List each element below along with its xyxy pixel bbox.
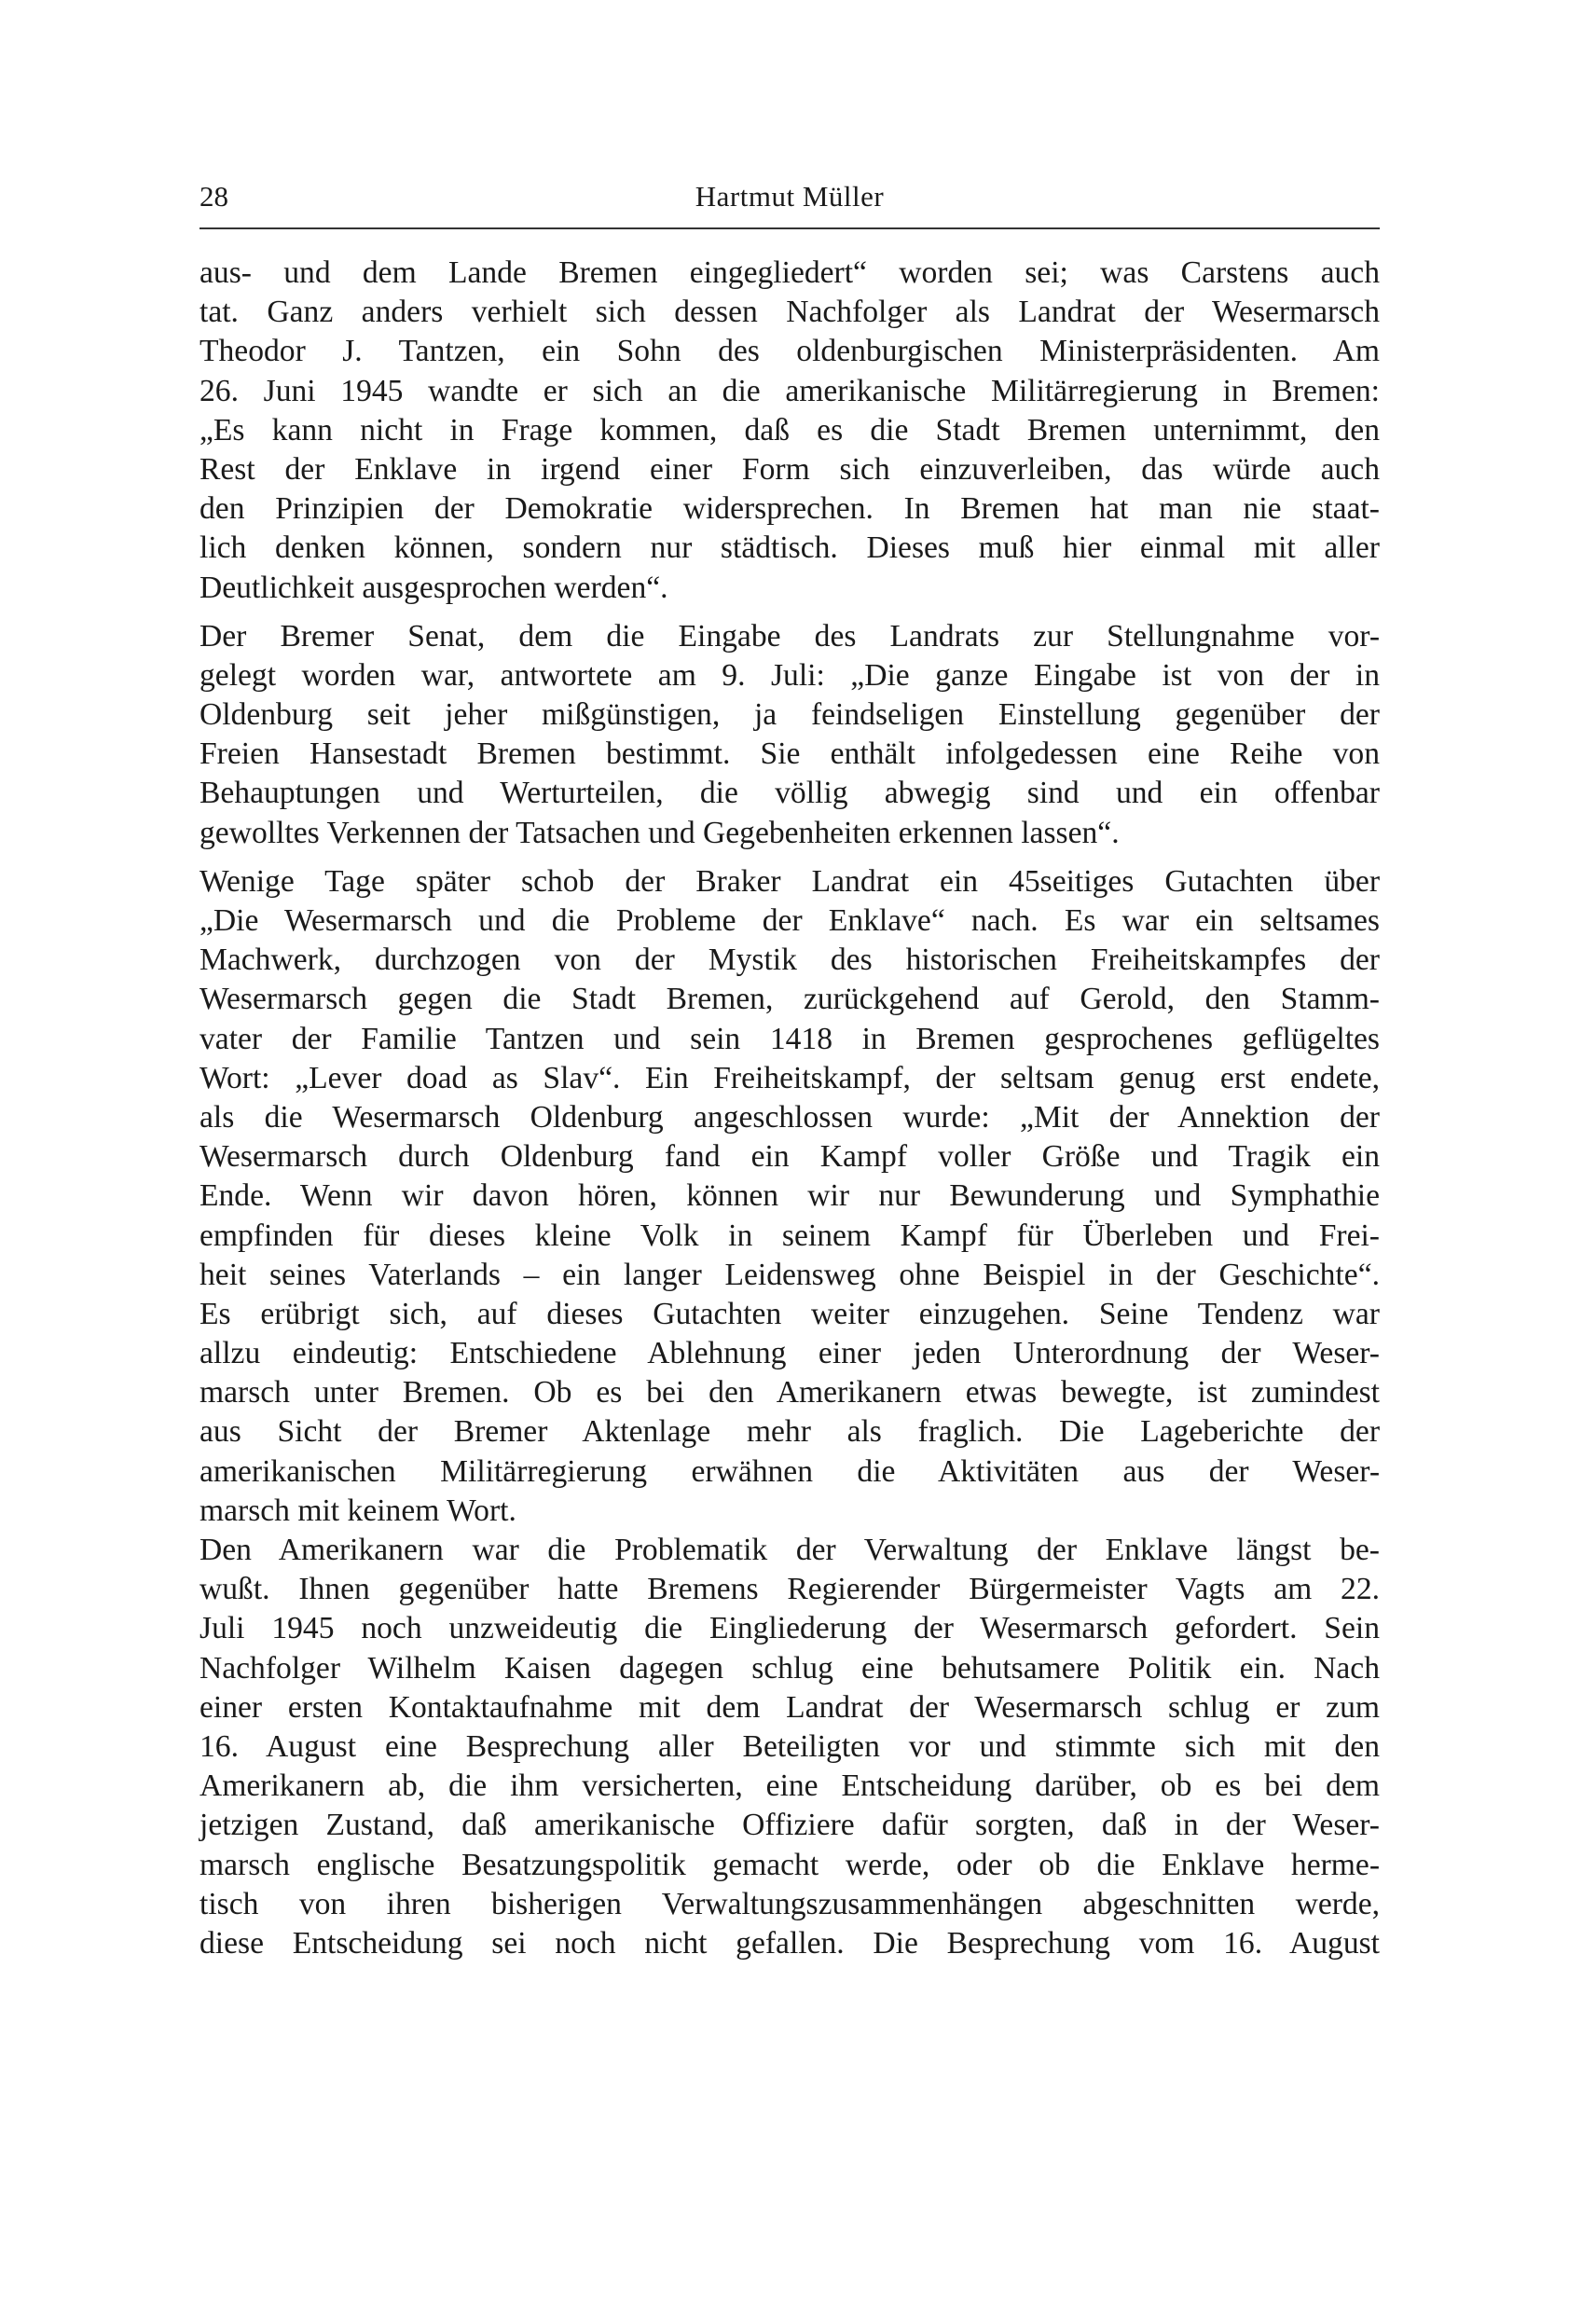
- text-line: Behauptungen und Werturteilen, die völlig abwegig sind und ein offenbar: [200, 776, 1380, 811]
- text-line: wußt. Ihnen gegenüber hatte Bremens Regierender Bürgermeister Vagts am 22.: [200, 1572, 1380, 1607]
- body-text: [200, 254, 1380, 1963]
- running-head: [200, 173, 1380, 220]
- text-line: Wort: „Lever doad as Slav“. Ein Freiheitskampf, der seltsam genug erst endete,: [200, 1060, 1380, 1095]
- text-line: Machwerk, durchzogen von der Mystik des historischen Freiheitskampfes der: [200, 943, 1380, 978]
- paragraph-4: [200, 1531, 1380, 1963]
- text-line: heit seines Vaterlands – ein langer Leidensweg ohne Beispiel in der Geschichte“.: [200, 1257, 1380, 1292]
- text-line: gelegt worden war, antwortete am 9. Juli: „Die ganze Eingabe ist von der in: [200, 657, 1380, 693]
- text-line: Wesermarsch gegen die Stadt Bremen, zurückgehend auf Gerold, den Stamm-: [200, 982, 1380, 1017]
- text-line: aus Sicht der Bremer Aktenlage mehr als fraglich. Die Lageberichte der: [200, 1414, 1380, 1450]
- text-line: diese Entscheidung sei noch nicht gefallen. Die Besprechung vom 16. August: [200, 1925, 1380, 1961]
- text-line: 26. Juni 1945 wandte er sich an die amerikanische Militärregierung in Bremen:: [200, 373, 1380, 408]
- text-line: tat. Ganz anders verhielt sich dessen Nachfolger als Landrat der Wesermarsch: [200, 295, 1380, 330]
- text-line: lich denken können, sondern nur städtisch. Dieses muß hier einmal mit aller: [200, 530, 1380, 566]
- running-title: Hartmut Müller: [695, 180, 885, 213]
- text-line: jetzigen Zustand, daß amerikanische Offiziere dafür sorgten, daß in der Weser-: [200, 1808, 1380, 1843]
- text-line: aus- und dem Lande Bremen eingegliedert“ worden sei; was Carstens auch: [200, 255, 1380, 290]
- paragraph-2: [200, 617, 1380, 853]
- text-line: amerikanischen Militärregierung erwähnen die Aktivitäten aus der Weser-: [200, 1453, 1380, 1489]
- page-number: 28: [200, 180, 228, 213]
- text-line: Es erübrigt sich, auf dieses Gutachten weiter einzugehen. Seine Tendenz war: [200, 1296, 1380, 1331]
- text-line: vater der Familie Tantzen und sein 1418 in Bremen gesprochenes geflügeltes: [200, 1021, 1380, 1056]
- text-line: marsch mit keinem Wort.: [200, 1493, 516, 1528]
- text-line: Wesermarsch durch Oldenburg fand ein Kampf voller Größe und Tragik ein: [200, 1139, 1380, 1175]
- text-line: empfinden für dieses kleine Volk in seinem Kampf für Überleben und Frei-: [200, 1218, 1380, 1253]
- text-line: Rest der Enklave in irgend einer Form sich einzuverleiben, das würde auch: [200, 451, 1380, 487]
- text-line: gewolltes Verkennen der Tatsachen und Gegebenheiten erkennen lassen“.: [200, 815, 1120, 850]
- text-line: „Es kann nicht in Frage kommen, daß es die Stadt Bremen unternimmt, den: [200, 412, 1380, 447]
- text-line: marsch unter Bremen. Ob es bei den Amerikanern etwas bewegte, ist zumindest: [200, 1375, 1380, 1411]
- text-line: Den Amerikanern war die Problematik der Verwaltung der Enklave längst be-: [200, 1533, 1380, 1567]
- text-line: Theodor J. Tantzen, ein Sohn des oldenburgischen Ministerpräsidenten. Am: [200, 334, 1380, 369]
- text-line: einer ersten Kontaktaufnahme mit dem Landrat der Wesermarsch schlug er zum: [200, 1689, 1380, 1725]
- text-line: Amerikanern ab, die ihm versicherten, eine Entscheidung darüber, ob es bei dem: [200, 1768, 1380, 1804]
- text-line: 16. August eine Besprechung aller Beteiligten vor und stimmte sich mit den: [200, 1728, 1380, 1764]
- text-line: Juli 1945 noch unzweideutig die Eingliederung der Wesermarsch gefordert. Sein: [200, 1611, 1380, 1646]
- text-line: allzu eindeutig: Entschiedene Ablehnung einer jeden Unterordnung der Weser-: [200, 1336, 1380, 1371]
- text-line: Der Bremer Senat, dem die Eingabe des Landrats zur Stellungnahme vor-: [200, 618, 1380, 654]
- paragraph-3: [200, 862, 1380, 1531]
- text-line: als die Wesermarsch Oldenburg angeschlossen wurde: „Mit der Annektion der: [200, 1099, 1380, 1135]
- text-line: Ende. Wenn wir davon hören, können wir nur Bewunderung und Symphathie: [200, 1178, 1380, 1214]
- text-line: Wenige Tage später schob der Braker Landrat ein 45seitiges Gutachten über: [200, 863, 1380, 899]
- text-line: marsch englische Besatzungspolitik gemacht werde, oder ob die Enklave herme-: [200, 1847, 1380, 1882]
- text-line: Deutlichkeit ausgesprochen werden“.: [200, 570, 668, 605]
- text-line: Oldenburg seit jeher mißgünstigen, ja feindseligen Einstellung gegenüber der: [200, 697, 1380, 733]
- text-line: tisch von ihren bisherigen Verwaltungszusammenhängen abgeschnitten werde,: [200, 1886, 1380, 1921]
- paragraph-1: [200, 254, 1380, 608]
- text-line: Nachfolger Wilhelm Kaisen dagegen schlug eine behutsamere Politik ein. Nach: [200, 1650, 1380, 1686]
- header-rule: [200, 227, 1380, 229]
- text-line: den Prinzipien der Demokratie widersprechen. In Bremen hat man nie staat-: [200, 491, 1380, 527]
- text-line: Freien Hansestadt Bremen bestimmt. Sie enthält infolgedessen eine Reihe von: [200, 736, 1380, 772]
- text-line: „Die Wesermarsch und die Probleme der Enklave“ nach. Es war ein seltsames: [200, 903, 1380, 938]
